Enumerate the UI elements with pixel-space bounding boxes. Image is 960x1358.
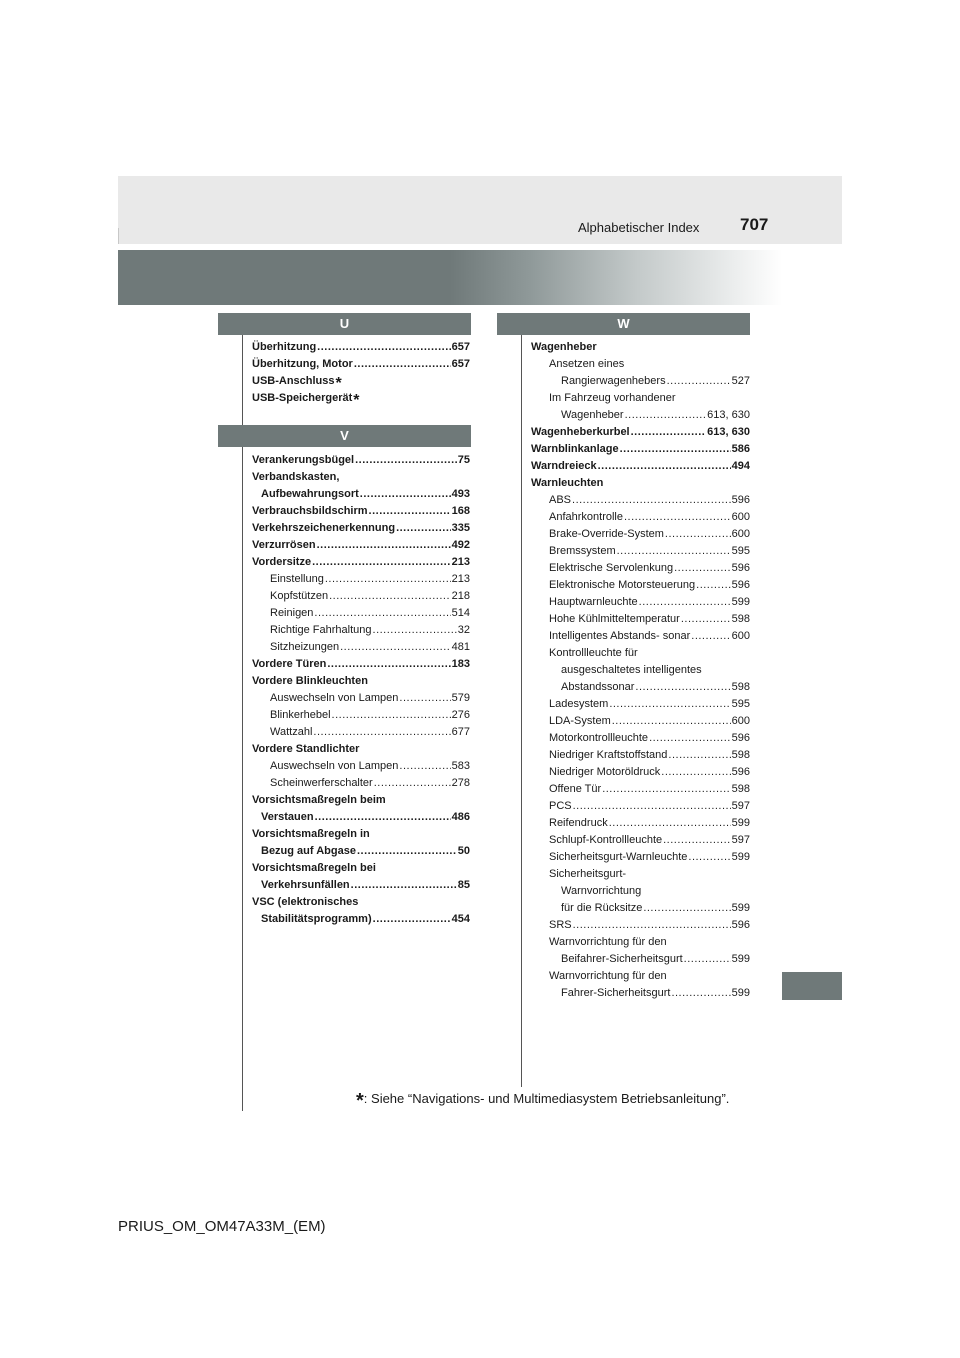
index-entry[interactable]: Warnleuchten — [531, 477, 604, 489]
index-subentry[interactable]: Niedriger Motoröldruck ..... 596 — [531, 764, 750, 781]
index-entry[interactable]: Warndreieck ..... 494 — [531, 458, 750, 475]
header-title: Alphabetischer Index — [578, 220, 700, 235]
index-entry[interactable]: Verankerungsbügel ..... 75 — [252, 452, 470, 469]
index-subentry[interactable]: Sitzheizungen ..... 481 — [252, 639, 470, 656]
index-subentry[interactable]: Scheinwerferschalter ..... 278 — [252, 775, 470, 792]
footnote-marker: * — [335, 375, 342, 392]
index-subentry[interactable]: Hauptwarnleuchte ..... 599 — [531, 594, 750, 611]
document-id: PRIUS_OM_OM47A33M_(EM) — [118, 1218, 326, 1235]
index-subentry[interactable]: Elektronische Motorsteuerung ..... 596 — [531, 577, 750, 594]
index-entry[interactable]: Wagenheber — [531, 341, 597, 353]
index-subentry[interactable]: SRS ..... 596 — [531, 917, 750, 934]
index-subentry[interactable]: Blinkerhebel ..... 276 — [252, 707, 470, 724]
index-subentry[interactable]: Warnvorrichtung — [561, 885, 642, 897]
index-entry[interactable]: Bezug auf Abgase ..... 50 — [252, 843, 470, 860]
footnote — [356, 1090, 729, 1113]
middle-column-rule — [521, 335, 522, 1087]
index-subentry[interactable]: Brake-Override-System ..... 600 — [531, 526, 750, 543]
index-subentry[interactable]: Kopfstützen ..... 218 — [252, 588, 470, 605]
index-subentry[interactable]: Elektrische Servolenkung ..... 596 — [531, 560, 750, 577]
header-bar — [118, 176, 842, 244]
letter-heading-u: U — [218, 313, 471, 335]
index-subentry[interactable]: Hohe Kühlmitteltemperatur ..... 598 — [531, 611, 750, 628]
index-entry[interactable]: Verbandskasten, — [252, 471, 340, 483]
index-entry[interactable]: Verkehrszeichenerkennung ..... 335 — [252, 520, 470, 537]
index-entry[interactable]: Warnblinkanlage ..... 586 — [531, 441, 750, 458]
footnote-marker: * — [356, 1090, 364, 1112]
index-subentry[interactable]: Abstandssonar ..... 598 — [531, 679, 750, 696]
chapter-band — [118, 250, 782, 305]
index-subentry[interactable]: Niedriger Kraftstoffstand ..... 598 — [531, 747, 750, 764]
index-entry[interactable]: Vordere Blinkleuchten — [252, 675, 368, 687]
index-subentry[interactable]: Reinigen ..... 514 — [252, 605, 470, 622]
index-entry[interactable]: Wagenheberkurbel ..... 613, 630 — [531, 424, 750, 441]
index-entry[interactable]: Vordersitze ..... 213 — [252, 554, 470, 571]
index-entry[interactable]: Verkehrsunfällen ..... 85 — [252, 877, 470, 894]
section-w-entries — [531, 339, 750, 1002]
index-subentry[interactable]: Fahrer-Sicherheitsgurt ..... 599 — [531, 985, 750, 1002]
index-entry[interactable]: Aufbewahrungsort ..... 493 — [252, 486, 470, 503]
index-subentry[interactable]: Reifendruck ..... 599 — [531, 815, 750, 832]
index-subentry[interactable]: Auswechseln von Lampen ..... 583 — [252, 758, 470, 775]
index-subentry[interactable]: Schlupf-Kontrollleuchte ..... 597 — [531, 832, 750, 849]
index-entry[interactable]: Vordere Türen ..... 183 — [252, 656, 470, 673]
index-subentry[interactable]: Sicherheitsgurt-Warnleuchte ..... 599 — [531, 849, 750, 866]
page-number: 707 — [740, 215, 769, 234]
index-subentry[interactable]: Anfahrkontrolle ..... 600 — [531, 509, 750, 526]
index-subentry[interactable]: Auswechseln von Lampen ..... 579 — [252, 690, 470, 707]
index-subentry[interactable]: ausgeschaltetes intelligentes — [561, 664, 702, 676]
index-subentry[interactable]: für die Rücksitze ..... 599 — [531, 900, 750, 917]
index-entry[interactable]: Vorsichtsmaßregeln in — [252, 828, 370, 840]
index-subentry[interactable]: Motorkontrollleuchte ..... 596 — [531, 730, 750, 747]
footnote-text: : Siehe “Navigations- und Multimediasystem Betriebsanleitung”. — [363, 1091, 730, 1106]
index-entry[interactable]: USB-Speichergerät* — [252, 392, 360, 409]
index-subentry[interactable]: Im Fahrzeug vorhandener — [549, 392, 676, 404]
index-entry[interactable]: Verzurrösen ..... 492 — [252, 537, 470, 554]
footnote-marker: * — [353, 392, 360, 409]
index-subentry[interactable]: Rangierwagenhebers ..... 527 — [531, 373, 750, 390]
index-subentry[interactable]: Warnvorrichtung für den — [549, 970, 667, 982]
index-subentry[interactable]: Kontrollleuchte für — [549, 647, 638, 659]
index-entry[interactable]: VSC (elektronisches — [252, 896, 359, 908]
index-subentry[interactable]: Intelligentes Abstands- sonar ..... 600 — [531, 628, 750, 645]
index-subentry[interactable]: LDA-System ..... 600 — [531, 713, 750, 730]
index-subentry[interactable]: Warnvorrichtung für den — [549, 936, 667, 948]
index-subentry[interactable]: Ansetzen eines — [549, 358, 625, 370]
index-entry[interactable]: USB-Anschluss* — [252, 375, 342, 392]
index-subentry[interactable]: Einstellung ..... 213 — [252, 571, 470, 588]
letter-heading-v: V — [218, 425, 471, 447]
index-thumb-tab[interactable] — [782, 972, 842, 1000]
section-v-entries — [252, 452, 470, 928]
index-subentry[interactable]: Ladesystem ..... 595 — [531, 696, 750, 713]
index-subentry[interactable]: Wattzahl ..... 677 — [252, 724, 470, 741]
index-subentry[interactable]: PCS ..... 597 — [531, 798, 750, 815]
index-entry[interactable]: Verstauen ..... 486 — [252, 809, 470, 826]
index-subentry[interactable]: Bremssystem ..... 595 — [531, 543, 750, 560]
index-entry[interactable]: Vorsichtsmaßregeln bei — [252, 862, 376, 874]
index-entry[interactable]: Überhitzung, Motor ..... 657 — [252, 356, 470, 373]
index-entry[interactable]: Stabilitätsprogramm) ..... 454 — [252, 911, 470, 928]
index-entry[interactable]: Vordere Standlichter — [252, 743, 360, 755]
index-entry[interactable]: Verbrauchsbildschirm ..... 168 — [252, 503, 470, 520]
index-subentry[interactable]: Wagenheber ..... 613, 630 — [531, 407, 750, 424]
index-entry[interactable]: Vorsichtsmaßregeln beim — [252, 794, 386, 806]
left-column-rule — [242, 335, 243, 1111]
letter-heading-w: W — [497, 313, 750, 335]
section-u-entries — [252, 339, 470, 407]
index-subentry[interactable]: Beifahrer-Sicherheitsgurt ..... 599 — [531, 951, 750, 968]
index-subentry[interactable]: Offene Tür ..... 598 — [531, 781, 750, 798]
index-entry[interactable]: Überhitzung ..... 657 — [252, 339, 470, 356]
header-divider — [118, 228, 119, 244]
index-subentry[interactable]: ABS ..... 596 — [531, 492, 750, 509]
index-subentry[interactable]: Richtige Fahrhaltung ..... 32 — [252, 622, 470, 639]
index-subentry[interactable]: Sicherheitsgurt- — [549, 868, 627, 880]
